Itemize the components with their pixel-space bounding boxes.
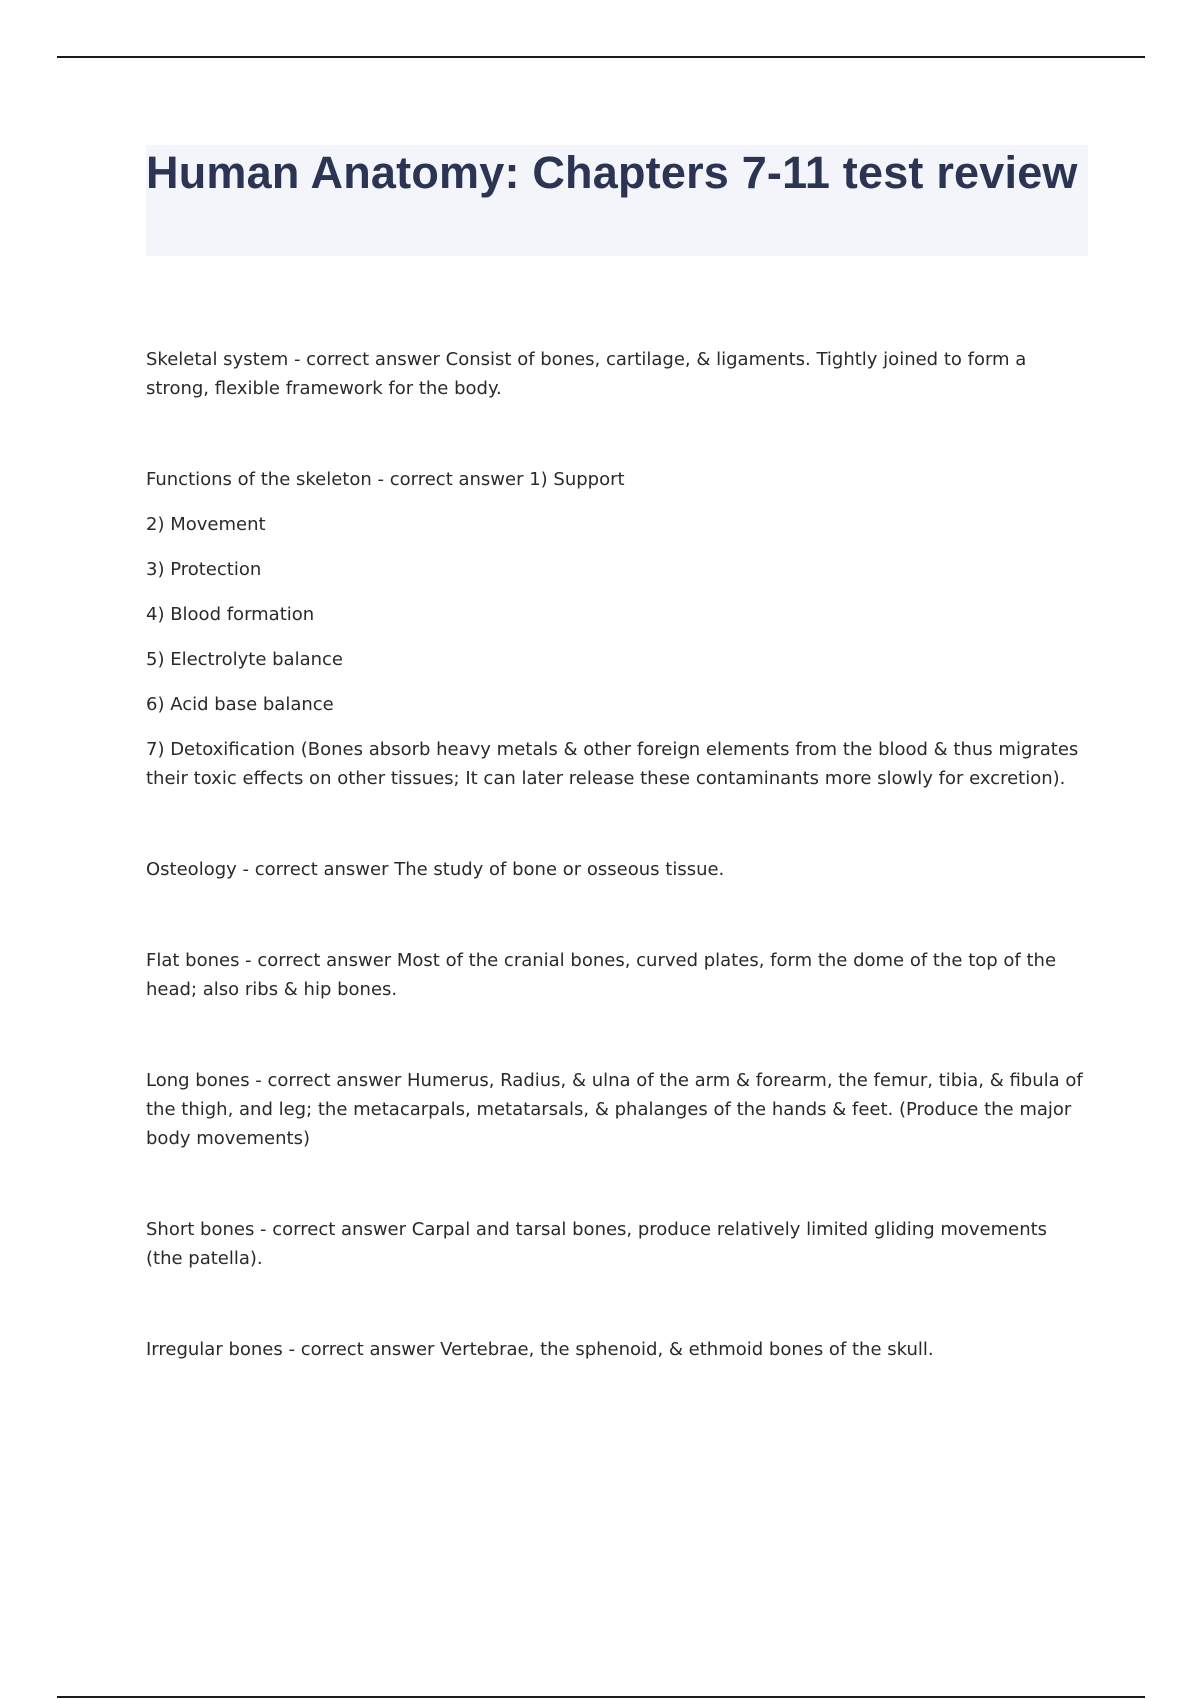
- top-divider: [57, 56, 1145, 58]
- title-block: [146, 145, 1088, 256]
- list-item: 5) Electrolyte balance: [146, 649, 343, 670]
- bottom-divider: [57, 1696, 1145, 1698]
- entry-flat-bones: Flat bones - correct answer Most of the cranial bones, curved plates, form the dome of the top of the head; also ribs & hip bones.: [146, 950, 1057, 1000]
- list-item: 6) Acid base balance: [146, 694, 334, 715]
- list-item: 3) Protection: [146, 559, 262, 580]
- list-item: 4) Blood formation: [146, 604, 315, 625]
- entry-functions-of-skeleton: Functions of the skeleton - correct answer 1) Support: [146, 469, 625, 490]
- entry-skeletal-system: Skeletal system - correct answer Consist of bones, cartilage, & ligaments. Tightly joined to form a strong, flexible framework for the body.: [146, 349, 1027, 399]
- document-body: [146, 345, 1086, 1364]
- list-item: 2) Movement: [146, 514, 266, 535]
- document-title: Human Anatomy: Chapters 7-11 test review: [146, 147, 1078, 198]
- entry-osteology: Osteology - correct answer The study of bone or osseous tissue.: [146, 859, 725, 880]
- entry-long-bones: Long bones - correct answer Humerus, Radius, & ulna of the arm & forearm, the femur, tibia, & fibula of the thigh, and leg; the metacarpals, metatarsals, & phalanges of the hands & feet. (Produce the major body movements): [146, 1070, 1083, 1149]
- entry-short-bones: Short bones - correct answer Carpal and tarsal bones, produce relatively limited gliding movements (the patella).: [146, 1219, 1048, 1269]
- list-item: 7) Detoxification (Bones absorb heavy metals & other foreign elements from the blood & thus migrates their toxic effects on other tissues; It can later release these contaminants more slowly for excretion).: [146, 739, 1079, 789]
- entry-irregular-bones: Irregular bones - correct answer Vertebrae, the sphenoid, & ethmoid bones of the skull.: [146, 1339, 934, 1360]
